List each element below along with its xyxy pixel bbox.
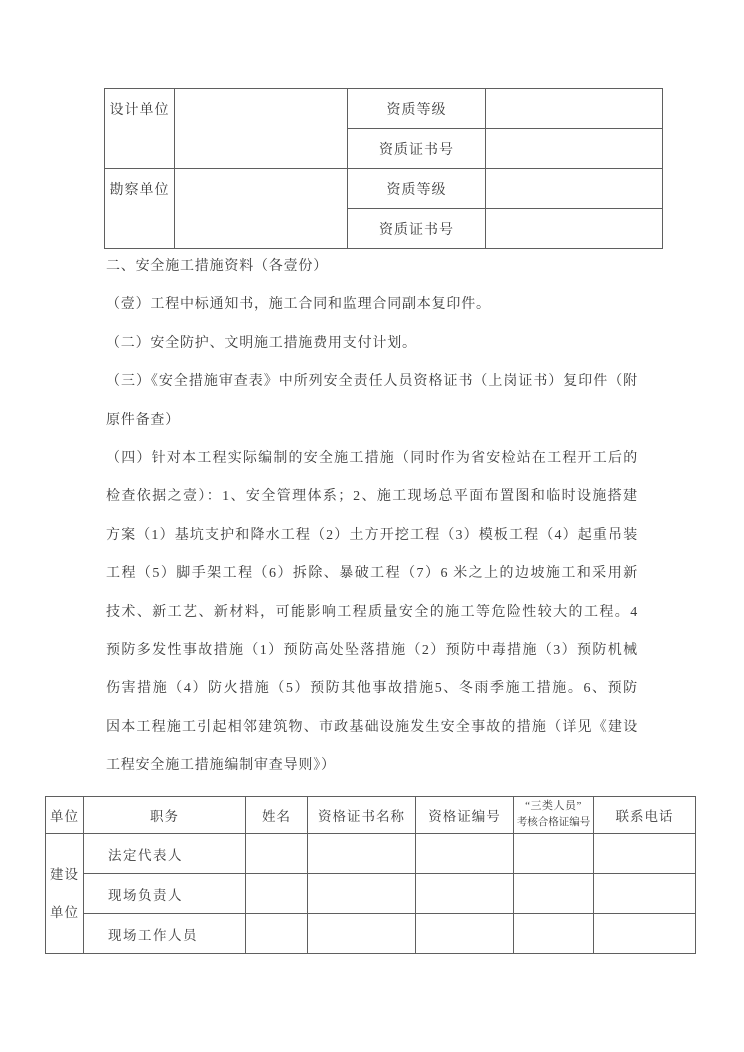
header-name: 姓名 bbox=[246, 797, 308, 834]
header-three-types-line1: “三类人员” bbox=[525, 800, 582, 813]
section-heading: 二、安全施工措施资料（各壹份） bbox=[106, 259, 328, 274]
personnel-table bbox=[45, 796, 696, 954]
paragraph-line: 方案（1）基坑支护和降水工程（2）土方开挖工程（3）模板工程（4）起重吊装 bbox=[106, 527, 638, 543]
header-cert-no: 资格证编号 bbox=[416, 797, 514, 834]
legal-rep-name-field[interactable] bbox=[246, 834, 308, 874]
body-text-block bbox=[106, 248, 638, 785]
header-position: 职务 bbox=[84, 797, 246, 834]
header-three-types-cert bbox=[514, 797, 594, 834]
site-manager-cert-no-field[interactable] bbox=[416, 874, 514, 914]
site-staff-name-field[interactable] bbox=[246, 914, 308, 954]
header-phone: 联系电话 bbox=[594, 797, 696, 834]
paragraph-line: 技术、新工艺、新材料，可能影响工程质量安全的施工等危险性较大的工程。4 bbox=[106, 604, 638, 620]
paragraph-line: 工程（5）脚手架工程（6）拆除、暴破工程（7）6 米之上的边坡施工和采用新 bbox=[106, 566, 638, 582]
header-three-types-line2: 考核合格证编号 bbox=[516, 817, 591, 829]
survey-qual-level-field[interactable] bbox=[486, 169, 663, 209]
site-staff-cert-name-field[interactable] bbox=[308, 914, 416, 954]
legal-rep-cert-no-field[interactable] bbox=[416, 834, 514, 874]
paragraph-line: 伤害措施（4）防火措施（5）预防其他事故措施5、冬雨季施工措施。6、预防 bbox=[106, 681, 638, 697]
design-unit-label: 设计单位 bbox=[105, 89, 175, 169]
site-manager-phone-field[interactable] bbox=[594, 874, 696, 914]
design-unit-name-field[interactable] bbox=[175, 89, 348, 169]
survey-qual-level-label: 资质等级 bbox=[348, 169, 486, 209]
design-qual-level-label: 资质等级 bbox=[348, 89, 486, 129]
survey-cert-no-field[interactable] bbox=[486, 209, 663, 249]
site-staff-three-types-field[interactable] bbox=[514, 914, 594, 954]
header-cert-name: 资格证书名称 bbox=[308, 797, 416, 834]
survey-unit-name-field[interactable] bbox=[175, 169, 348, 249]
construction-unit-label-line1: 建设 bbox=[50, 866, 79, 882]
paragraph-line: 原件备查） bbox=[106, 412, 180, 428]
survey-unit-label: 勘察单位 bbox=[105, 169, 175, 249]
unit-qualification-table bbox=[104, 88, 663, 249]
site-manager-three-types-field[interactable] bbox=[514, 874, 594, 914]
legal-rep-phone-field[interactable] bbox=[594, 834, 696, 874]
paragraph-line: 检查依据之壹）：1、安全管理体系；2、施工现场总平面布置图和临时设施搭建 bbox=[106, 489, 638, 505]
survey-cert-no-label: 资质证书号 bbox=[348, 209, 486, 249]
legal-rep-three-types-field[interactable] bbox=[514, 834, 594, 874]
site-manager-name-field[interactable] bbox=[246, 874, 308, 914]
design-cert-no-label: 资质证书号 bbox=[348, 129, 486, 169]
position-label-site-staff: 现场工作人员 bbox=[84, 914, 246, 954]
paragraph-line: （四）针对本工程实际编制的安全施工措施（同时作为省安检站在工程开工后的 bbox=[106, 450, 638, 466]
position-label-site-manager: 现场负责人 bbox=[84, 874, 246, 914]
site-staff-phone-field[interactable] bbox=[594, 914, 696, 954]
design-qual-level-field[interactable] bbox=[486, 89, 663, 129]
paragraph-line: 工程安全施工措施编制审查导则》） bbox=[106, 758, 336, 774]
paragraph-line: 因本工程施工引起相邻建筑物、市政基础设施发生安全事故的措施（详见《建设 bbox=[106, 719, 638, 735]
paragraph-line: （二）安全防护、文明施工措施费用支付计划。 bbox=[106, 335, 417, 351]
construction-unit-label-line2: 单位 bbox=[50, 904, 79, 920]
legal-rep-cert-name-field[interactable] bbox=[308, 834, 416, 874]
paragraph-line: 预防多发性事故措施（1）预防高处坠落措施（2）预防中毒措施（3）预防机械 bbox=[106, 642, 638, 658]
header-unit: 单位 bbox=[46, 797, 84, 834]
paragraph-line: （壹）工程中标通知书，施工合同和监理合同副本复印件。 bbox=[106, 297, 491, 313]
site-manager-cert-name-field[interactable] bbox=[308, 874, 416, 914]
site-staff-cert-no-field[interactable] bbox=[416, 914, 514, 954]
position-label-legal-rep: 法定代表人 bbox=[84, 834, 246, 874]
construction-unit-group-label bbox=[46, 834, 84, 954]
paragraph-line: （三）《安全措施审查表》中所列安全责任人员资格证书（上岗证书）复印件（附 bbox=[106, 374, 638, 390]
design-cert-no-field[interactable] bbox=[486, 129, 663, 169]
